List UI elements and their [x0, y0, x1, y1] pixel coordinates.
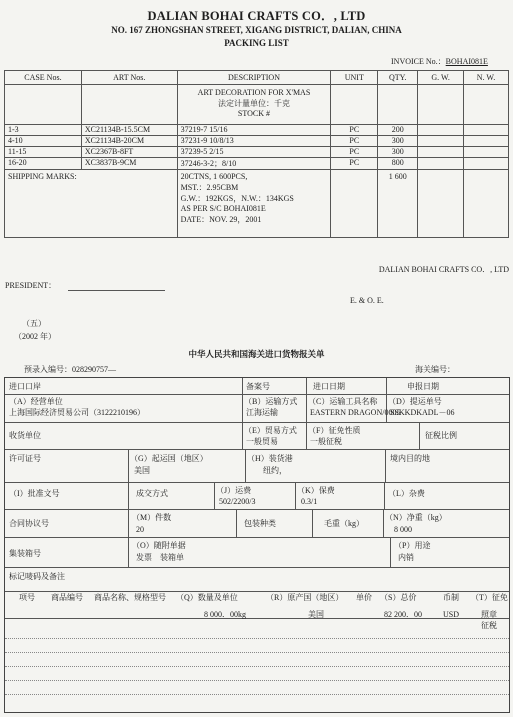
- shipping-line: DATE：NOV. 29，2001: [180, 215, 262, 225]
- total-qty: 1 600: [378, 170, 418, 238]
- table-header-row: [5, 71, 509, 85]
- goods-header-unit-price: 单价: [356, 593, 372, 602]
- shipping-details: [177, 170, 331, 238]
- trade-mode-label: （E）贸易方式: [244, 426, 297, 435]
- qty-cell: 300: [378, 147, 418, 158]
- invoice-number-value: BOHAI081E: [445, 57, 488, 66]
- tax-nature-label: （F）征免性质: [308, 426, 361, 435]
- case-cell: 4-10: [5, 136, 82, 147]
- shipping-marks-label: SHIPPING MARKS:: [5, 170, 178, 238]
- goods-header-item-no: 项号: [19, 593, 35, 602]
- tax-ratio-label: 征税比例: [425, 431, 457, 440]
- operating-unit-value: 上海国际经济贸易公司（3122210196）: [9, 408, 145, 417]
- goods-header-quantity: （Q）数量及单位: [176, 593, 238, 602]
- goods-total: 82 200．00: [384, 610, 422, 619]
- bill-of-lading-label: （D）提运单号: [388, 397, 442, 406]
- origin-country-label: （G）起运国（地区）: [130, 454, 208, 463]
- trade-mode-value: 一般贸易: [246, 437, 278, 446]
- customs-number: 海关编号：: [415, 365, 455, 374]
- case-cell: 16-20: [5, 158, 82, 170]
- company-address: NO. 167 ZHONGSHAN STREET, XIGANG DISTRICT, DALIAN, CHINA: [111, 25, 402, 35]
- errors-omissions: E. & O. E.: [350, 296, 384, 305]
- unit-cell: PC: [331, 125, 378, 136]
- marks-remarks-label: 标记唛码及备注: [9, 572, 65, 581]
- company-name: DALIAN BOHAI CRAFTS CO．, LTD: [147, 9, 366, 23]
- unit-cell: PC: [331, 158, 378, 170]
- description-line: ART DECORATION FOR X'MAS: [197, 88, 311, 97]
- art-cell: XC2367B-8FT: [81, 147, 177, 158]
- column-header: G. W.: [418, 71, 464, 85]
- usage-label: （P）用途: [394, 541, 431, 550]
- operating-unit-label: （A）经营单位: [9, 397, 63, 406]
- goods-header-code: 商品编号: [51, 593, 83, 602]
- transport-mode-label: （B）运输方式: [244, 397, 298, 406]
- goods-currency: USD: [443, 610, 460, 619]
- misc-fees-label: （L）杂费: [388, 489, 425, 498]
- shipping-line: 20CTNS, 1 600PCS,: [180, 172, 248, 181]
- qty-cell: 200: [378, 125, 418, 136]
- attached-docs-value: 发票 装箱单: [136, 553, 184, 562]
- declaration-title: 中华人民共和国海关进口货物报关单: [188, 349, 325, 359]
- column-header: N. W.: [464, 71, 509, 85]
- qty-cell: 300: [378, 136, 418, 147]
- qty-cell: 800: [378, 158, 418, 170]
- insurance-label: （K）保费: [297, 486, 335, 495]
- approval-number-label: （I）批准文号: [9, 489, 60, 498]
- goods-origin: 美国: [308, 610, 324, 619]
- shipping-line: AS PER S/C BOHAI081E: [180, 204, 266, 214]
- packing-list-table: [4, 70, 509, 238]
- package-type-label: 包装种类: [244, 519, 276, 528]
- pre-entry-number: 预录入编号：028290757—: [24, 365, 116, 374]
- desc-cell: 37219-7 15/16: [177, 125, 331, 136]
- document-title: PACKING LIST: [224, 38, 289, 48]
- net-weight-label: （N）净重（kg）: [385, 513, 447, 522]
- table-row: [5, 136, 509, 147]
- vessel-name-value: EASTERN DRAGON/0005: [310, 408, 401, 417]
- goods-tax: 照章: [481, 610, 497, 619]
- insurance-value: 0.3/1: [301, 497, 318, 506]
- shipping-line: G.W.：192KGS，N.W.：134KGS: [180, 193, 294, 203]
- invoice-number: [391, 56, 488, 67]
- column-header: DESCRIPTION: [177, 71, 331, 85]
- president-label: PRESIDENT：: [5, 281, 57, 290]
- transport-mode-value: 江海运输: [246, 408, 278, 417]
- goods-header-currency: 币制: [443, 593, 459, 602]
- table-row: [5, 85, 509, 125]
- freight-label: （J）运费: [216, 486, 252, 495]
- bill-of-lading-value: SSKKDKADL－06: [390, 408, 455, 417]
- loading-port-value: 纽约，: [263, 466, 287, 475]
- package-count-label: （M）件数: [132, 513, 172, 522]
- desc-cell: 37231-9 10/8/13: [177, 136, 331, 147]
- gross-weight-label: 毛重（kg）: [324, 519, 364, 528]
- column-header: QTY.: [378, 71, 418, 85]
- usage-value: 内销: [398, 553, 414, 562]
- goods-header-tax: （T）征免: [471, 593, 508, 602]
- case-cell: 1-3: [5, 125, 82, 136]
- tax-nature-value: 一般征税: [310, 437, 342, 446]
- goods-header-name: 商品名称、规格型号: [94, 593, 166, 602]
- desc-cell: 37239-5 2/15: [177, 147, 331, 158]
- signature-line: [68, 290, 165, 291]
- column-header: ART Nos.: [81, 71, 177, 85]
- description-line: 法定计量单位：千克: [217, 98, 290, 108]
- table-row: [5, 158, 509, 170]
- unit-cell: PC: [331, 147, 378, 158]
- case-cell: 11-15: [5, 147, 82, 158]
- column-header: CASE Nos.: [5, 71, 82, 85]
- section-year: （2002 年）: [14, 332, 56, 341]
- attached-docs-label: （O）随附单据: [132, 541, 186, 550]
- domestic-destination-label: 境内目的地: [390, 454, 430, 463]
- art-cell: XC3837B-9CM: [81, 158, 177, 170]
- import-port-label: 进口口岸: [9, 382, 41, 391]
- import-date-label: 进口日期: [313, 382, 345, 391]
- signatory-company: DALIAN BOHAI CRAFTS CO．, LTD: [378, 265, 509, 274]
- contract-number-label: 合同协议号: [9, 519, 49, 528]
- package-count-value: 20: [136, 525, 144, 534]
- shipping-line: MST.：2.95CBM: [180, 182, 239, 192]
- art-cell: XC21134B-20CM: [81, 136, 177, 147]
- goods-header-origin: （R）原产国（地区）: [266, 593, 344, 602]
- record-number-label: 备案号: [246, 382, 270, 391]
- vessel-name-label: （C）运输工具名称: [308, 397, 378, 406]
- container-number-label: 集装箱号: [9, 549, 41, 558]
- transaction-mode-label: 成交方式: [136, 489, 168, 498]
- freight-value: 502/2200/3: [219, 497, 256, 506]
- customs-declaration-form: [4, 377, 510, 713]
- goods-quantity: 8 000．00kg: [204, 610, 246, 619]
- description-line: STOCK #: [237, 109, 271, 118]
- net-weight-value: 8 000: [394, 525, 412, 534]
- loading-port-label: （H）装货港: [247, 454, 293, 463]
- consignee-label: 收货单位: [9, 431, 41, 440]
- table-row: [5, 147, 509, 158]
- desc-cell: 37246-3-2；8/10: [177, 158, 331, 170]
- section-number: （五）: [22, 319, 46, 328]
- goods-header-total: （S）总价: [380, 593, 417, 602]
- table-row: [5, 125, 509, 136]
- declaration-date-label: 申报日期: [407, 382, 439, 391]
- license-number-label: 许可证号: [9, 454, 41, 463]
- origin-country-value: 美国: [134, 466, 150, 475]
- art-cell: XC21134B-15.5CM: [81, 125, 177, 136]
- invoice-number-label: INVOICE No.：: [391, 57, 446, 66]
- description-header: [177, 85, 331, 125]
- column-header: UNIT: [331, 71, 378, 85]
- unit-cell: PC: [331, 136, 378, 147]
- shipping-marks-row: [5, 170, 509, 238]
- goods-tax: 征税: [481, 621, 497, 630]
